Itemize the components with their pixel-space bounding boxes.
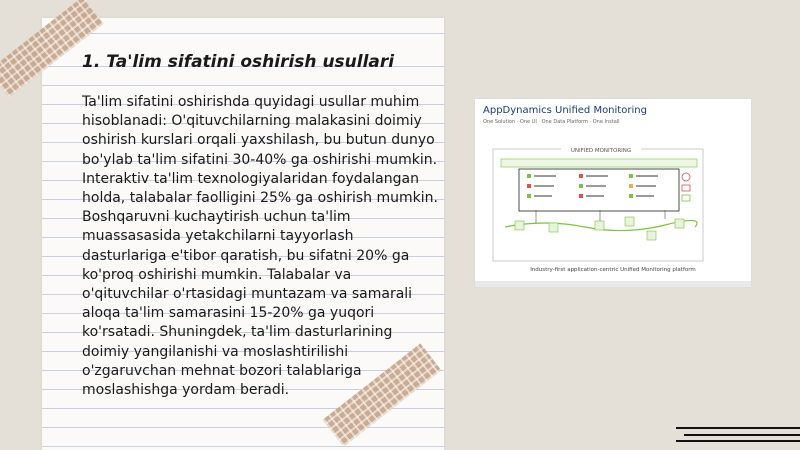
- diagram-text-stub: [586, 175, 608, 177]
- diagram-marker: [579, 194, 583, 198]
- user-icon: [682, 173, 690, 181]
- figure-footer-bar: [475, 281, 751, 287]
- node-icon: [625, 217, 634, 226]
- node-icon: [549, 223, 558, 232]
- diagram-marker: [527, 194, 531, 198]
- mobile-icon: [682, 195, 690, 201]
- diagram-text-stub: [636, 195, 654, 197]
- diagram-text-stub: [534, 175, 556, 177]
- diagram-marker: [629, 174, 633, 178]
- diagram-text-stub: [636, 185, 656, 187]
- slide-title: 1. Ta'lim sifatini oshirish usullari: [82, 52, 395, 72]
- figure-title: AppDynamics Unified Monitoring: [483, 105, 647, 116]
- diagram-text-stub: [636, 175, 658, 177]
- node-icon: [595, 221, 604, 230]
- diagram-text-stub: [534, 185, 554, 187]
- diagram-text-stub: [534, 195, 552, 197]
- node-icon: [515, 221, 524, 230]
- diagram-label: UNIFIED MONITORING: [570, 148, 632, 154]
- decorative-lines: [676, 425, 800, 443]
- diagram-marker: [629, 184, 633, 188]
- unified-monitoring-diagram: [475, 99, 751, 287]
- diagram-top-band: [501, 159, 697, 167]
- browser-icon: [682, 185, 690, 191]
- slide-body-text: Ta'lim sifatini oshirishda quyidagi usullar muhim hisoblanadi: O'qituvchilarning malakasini doimiy oshirish kurslari orqali yaxshilash, bu butun dunyo bo'ylab ta'lim sifatini 30-40% ga oshirishi mumkin. Interaktiv ta'lim texnologiyalaridan foydalangan holda, talabalar faolligini 25% ga oshirish mumkin. Boshqaruvni kuchaytirish uchun ta'lim muassasasida yetakchilarni tayyorlash dasturlariga e'tibor qaratish, bu sifatni 20% ga ko'proq oshirishi mumkin. Talabalar va o'qituvchilar o'rtasidagi muntazam va samarali aloqa ta'lim samarasini 15-20% ga yuqori ko'rsatadi. Shuningdek, ta'lim dasturlarining doimiy yangilanishi va moslashtirilishi o'zgaruvchan mehnat bozori talablariga moslashishga yordam beradi.: [82, 94, 438, 399]
- diagram-marker: [579, 184, 583, 188]
- diagram-marker: [579, 174, 583, 178]
- diagram-marker: [629, 194, 633, 198]
- appdynamics-figure: [475, 99, 751, 287]
- decorative-line: [676, 440, 800, 442]
- diagram-text-stub: [586, 185, 606, 187]
- decorative-line: [684, 434, 800, 436]
- figure-caption: Industry-first application-centric Unified Monitoring platform: [530, 267, 696, 273]
- database-icon: [647, 231, 656, 240]
- decorative-line: [676, 427, 800, 429]
- diagram-text-stub: [586, 195, 604, 197]
- node-icon: [675, 219, 684, 228]
- diagram-marker: [527, 184, 531, 188]
- figure-subtitle: One Solution · One UI · One Data Platform · One Install: [483, 119, 620, 125]
- diagram-marker: [527, 174, 531, 178]
